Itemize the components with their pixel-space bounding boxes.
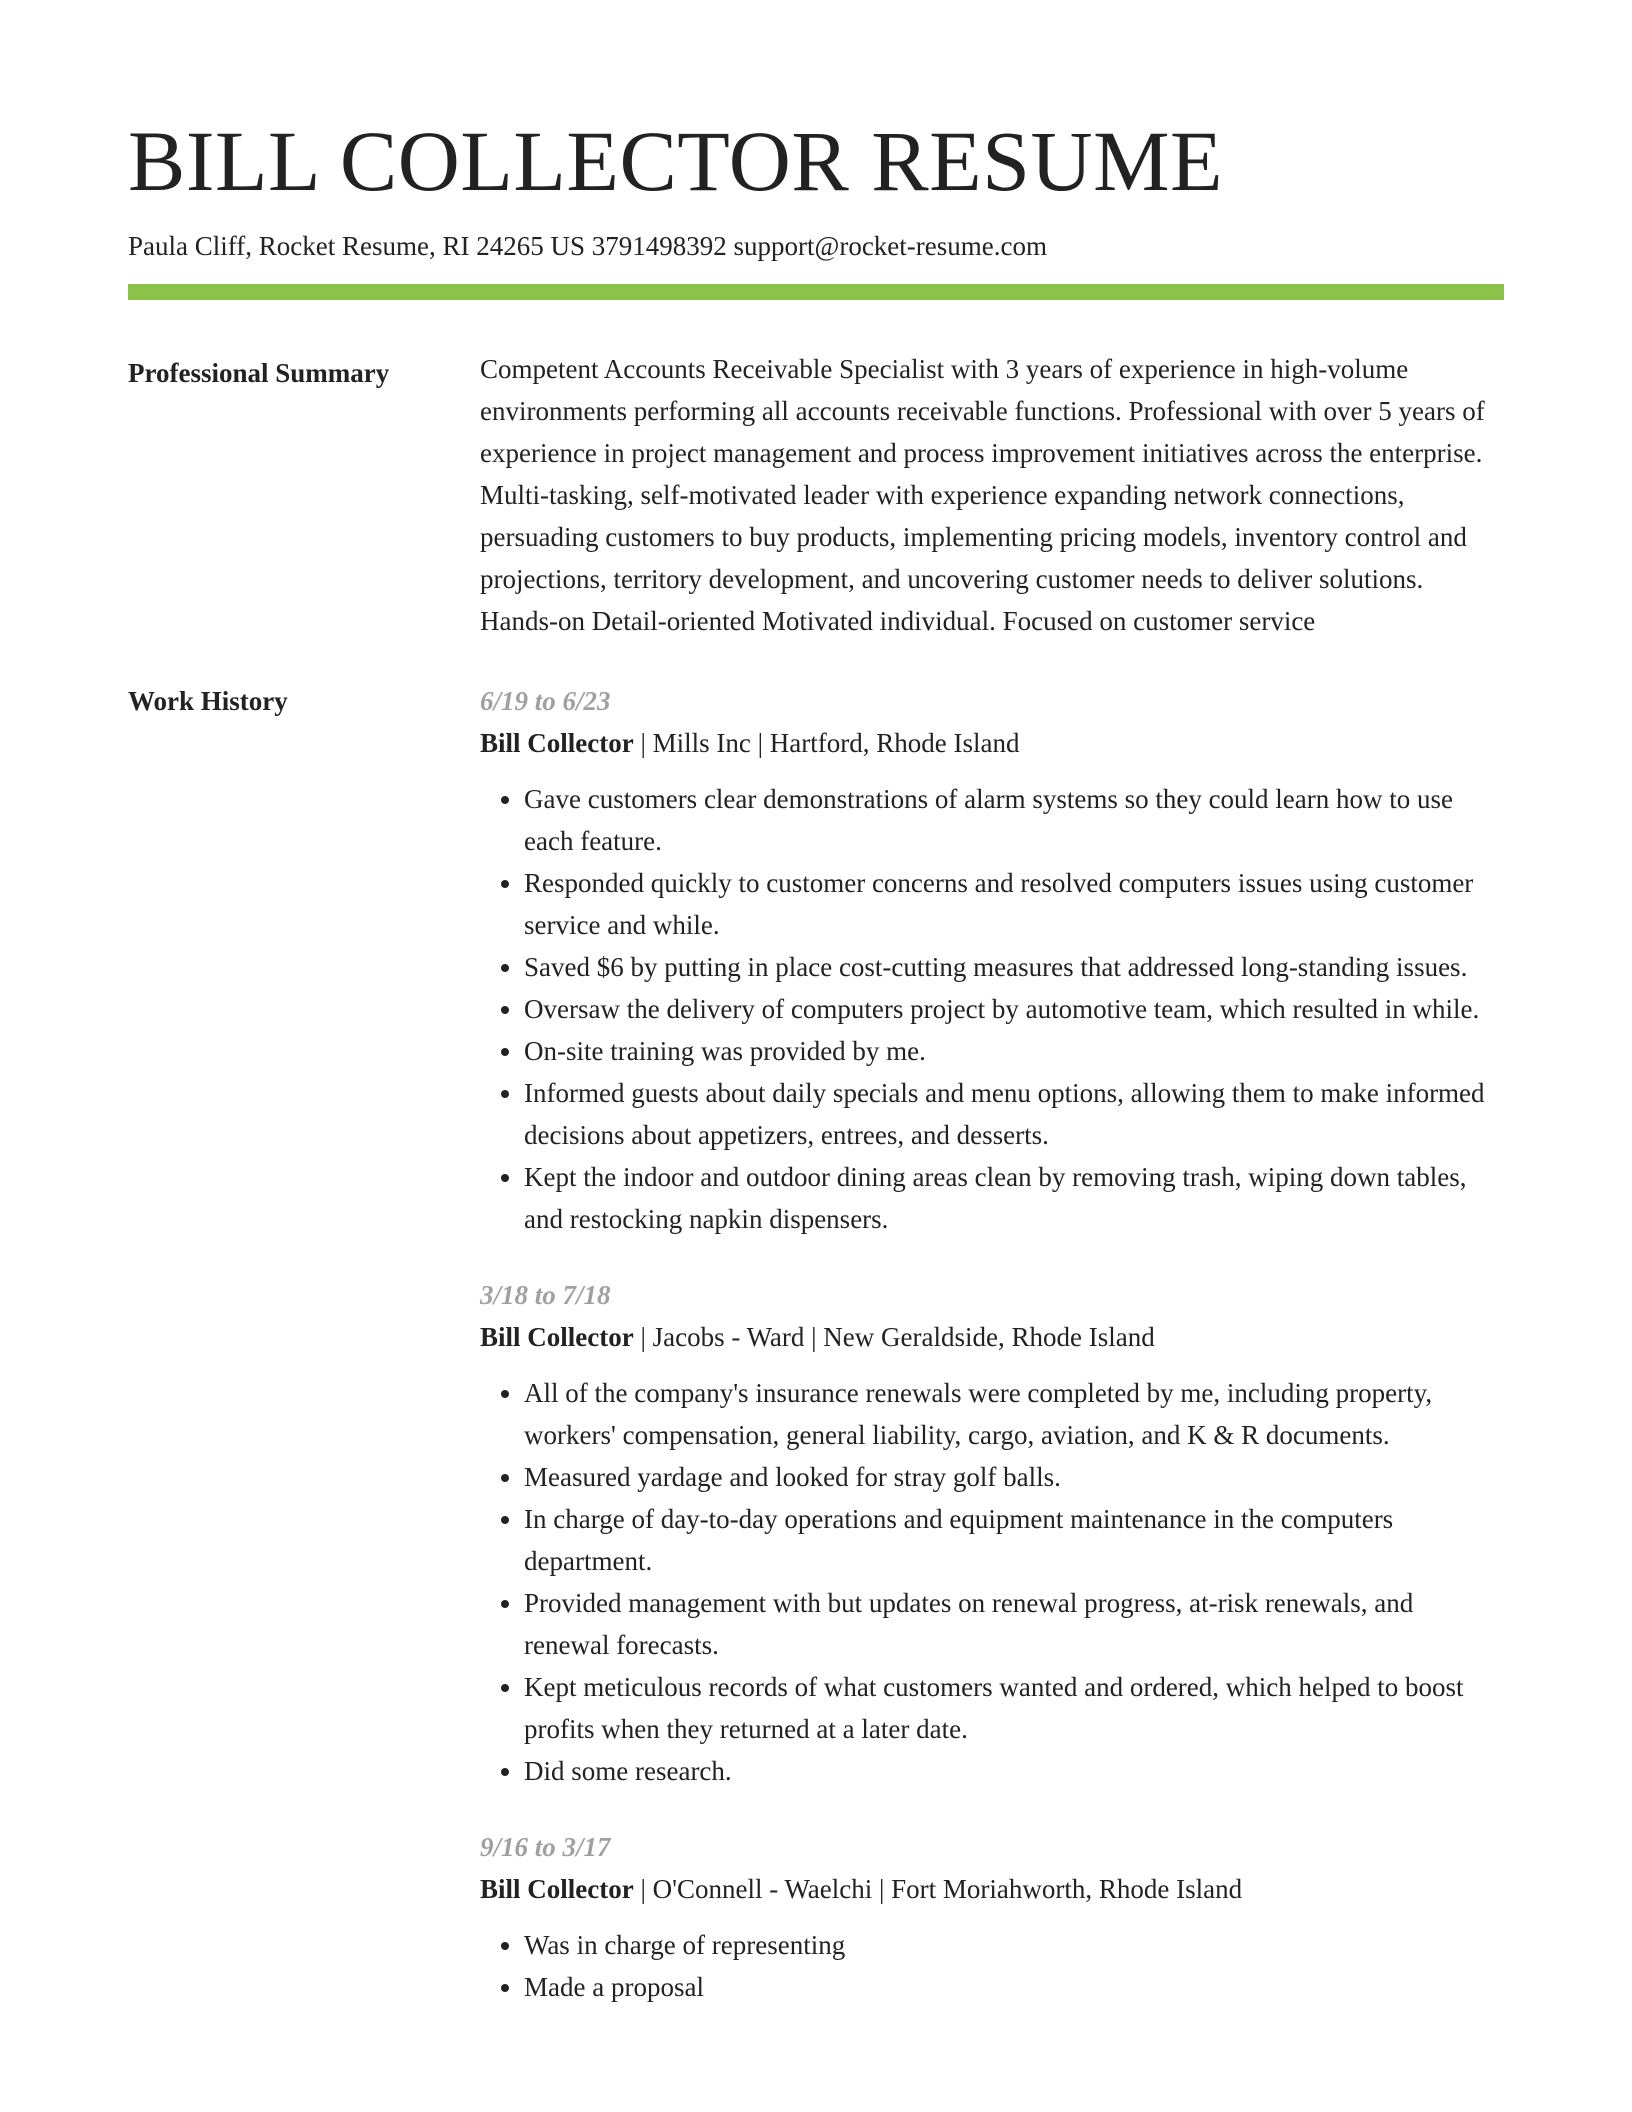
- list-item: • Was in charge of representing: [524, 1924, 1504, 1966]
- job-heading: [480, 1316, 1504, 1358]
- job-title: Bill Collector: [480, 1874, 634, 1905]
- list-item: • Oversaw the delivery of computers project by automotive team, which resulted in while.: [524, 988, 1504, 1030]
- job-entry: [480, 680, 1504, 1240]
- job-bullets: [480, 778, 1504, 1240]
- list-item: • In charge of day-to-day operations and equipment maintenance in the computers department.: [524, 1498, 1504, 1582]
- work-history-label: Work History: [128, 686, 288, 717]
- work-history-body: [480, 680, 1504, 2042]
- page-title: BILL COLLECTOR RESUME: [128, 113, 1224, 209]
- list-item: • Did some research.: [524, 1750, 1504, 1792]
- list-item: • Informed guests about daily specials and menu options, allowing them to make informed decisions about appetizers, entrees, and desserts.: [524, 1072, 1504, 1156]
- work-history-section: [128, 680, 1504, 2042]
- job-details: | Mills Inc | Hartford, Rhode Island: [633, 728, 1020, 759]
- list-item: • Gave customers clear demonstrations of alarm systems so they could learn how to use each feature.: [524, 778, 1504, 862]
- resume-page: [128, 0, 1504, 2042]
- list-item: • Measured yardage and looked for stray golf balls.: [524, 1456, 1504, 1498]
- job-entry: [480, 1826, 1504, 2008]
- contact-line: Paula Cliff, Rocket Resume, RI 24265 US 3791498392 support@rocket-resume.com: [128, 231, 1047, 261]
- list-item: • Saved $6 by putting in place cost-cutting measures that addressed long-standing issues.: [524, 946, 1504, 988]
- summary-label: Professional Summary: [128, 358, 390, 389]
- summary-body: [480, 352, 1504, 642]
- job-entry: [480, 1274, 1504, 1792]
- list-item: • Provided management with but updates on renewal progress, at-risk renewals, and renewal forecasts.: [524, 1582, 1504, 1666]
- list-item: • All of the company's insurance renewals were completed by me, including property, workers' compensation, general liability, cargo, aviation, and K & R documents.: [524, 1372, 1504, 1456]
- list-item: • Kept meticulous records of what customers wanted and ordered, which helped to boost profits when they returned at a later date.: [524, 1666, 1504, 1750]
- accent-divider: [128, 284, 1504, 300]
- job-heading: [480, 1868, 1504, 1910]
- job-bullets: [480, 1372, 1504, 1792]
- list-item: • Made a proposal: [524, 1966, 1504, 2008]
- job-heading: [480, 722, 1504, 764]
- summary-text: Competent Accounts Receivable Specialist with 3 years of experience in high-volume environments performing all accounts receivable functions. Professional with over 5 years of experience in project management and process improvement initiatives across the enterprise. Multi-tasking, self-motivated leader with experience expanding network connections, persuading customers to buy products, implementing pricing models, inventory control and projections, territory development, and uncovering customer needs to deliver solutions. Hands-on Detail-oriented Motivated individual. Focused on customer service: [480, 354, 1485, 637]
- list-item: • Responded quickly to customer concerns and resolved computers issues using customer service and while.: [524, 862, 1504, 946]
- job-bullets: [480, 1924, 1504, 2008]
- list-item: • Kept the indoor and outdoor dining areas clean by removing trash, wiping down tables, and restocking napkin dispensers.: [524, 1156, 1504, 1240]
- job-dates: 6/19 to 6/23: [480, 686, 611, 717]
- job-dates: 3/18 to 7/18: [480, 1280, 611, 1311]
- job-title: Bill Collector: [480, 1322, 634, 1353]
- summary-section: [128, 352, 1504, 642]
- job-title: Bill Collector: [480, 728, 634, 759]
- list-item: • On-site training was provided by me.: [524, 1030, 1504, 1072]
- job-dates: 9/16 to 3/17: [480, 1832, 611, 1863]
- job-details: | O'Connell - Waelchi | Fort Moriahworth, Rhode Island: [633, 1874, 1243, 1905]
- job-details: | Jacobs - Ward | New Geraldside, Rhode Island: [633, 1322, 1155, 1353]
